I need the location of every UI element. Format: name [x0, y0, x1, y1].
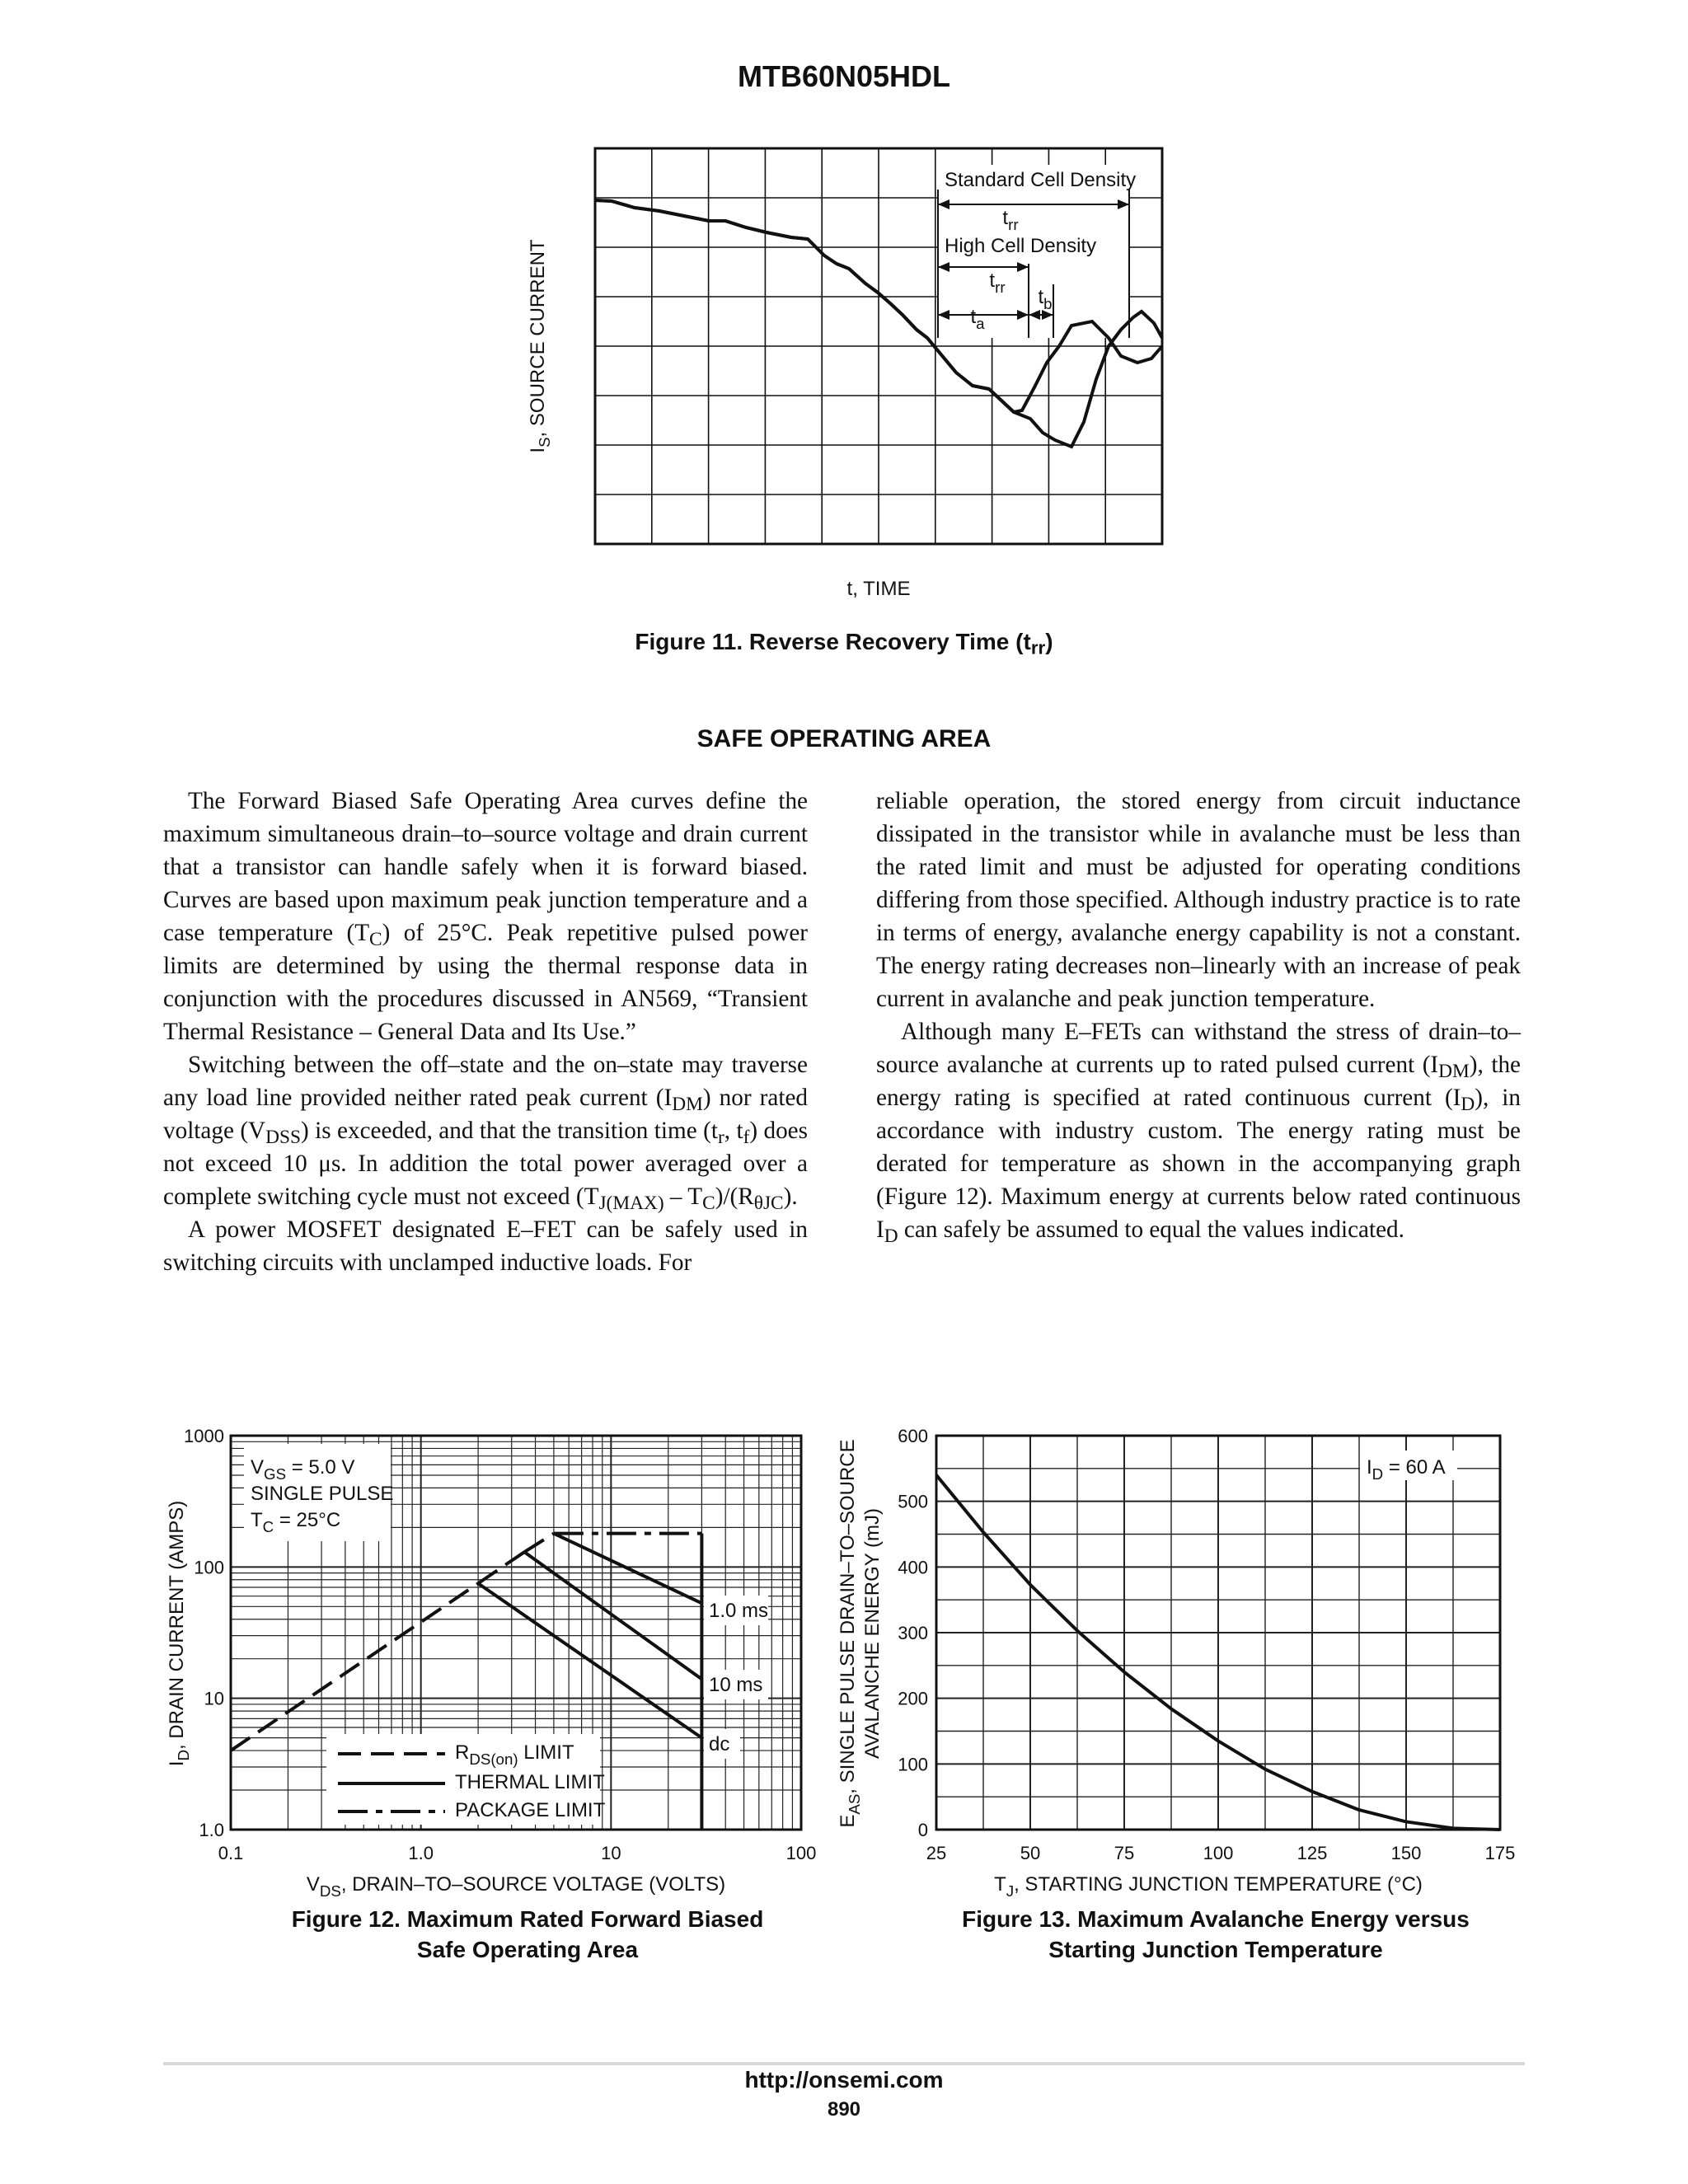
- y-tick-label: 1.0: [199, 1820, 224, 1840]
- y-tick-label: 100: [194, 1557, 224, 1578]
- figure-12-caption: [206, 1904, 849, 1965]
- trr-standard-label: $t_{rr}$: [1002, 207, 1019, 234]
- x-tick-label: 50: [1020, 1843, 1041, 1863]
- figure-11-caption: Figure 11. Reverse Recovery Time $(t_{rr})$: [635, 629, 1053, 658]
- tc-note: $T_C = 25^\circ C$: [251, 1509, 341, 1536]
- footer-link[interactable]: http://onsemi.com: [744, 2067, 944, 2093]
- caption-line: Starting Junction Temperature: [1048, 1937, 1383, 1962]
- y-tick-label: 400: [898, 1557, 928, 1578]
- id-annotation: $I_D = 60$ A: [1367, 1456, 1446, 1483]
- y-tick-label: 100: [898, 1754, 928, 1775]
- y-tick-label: 1000: [184, 1426, 224, 1446]
- paragraph: reliable operation, the stored energy from circuit inductance dissipated in the transistor while in avalanche must be less than the rated limit and must be adjusted for operating conditions differing from those specified. Although industry practice is to rate in terms of energy, avalanche energy capability is not a constant. The energy rating decreases non–linearly with an increase of peak current in avalanche and peak junction temperature.: [876, 788, 1521, 1012]
- paragraph: Switching between the off–state and the on–state may traverse any load line provided neither rated peak current $(I_{DM})$ nor rated voltage $(V_{DSS})$ is exceeded, and that the transition time ($t_r$, $t_f$) does not exceed 10 μs. In addition the total power averaged over a complete switching cycle must not exceed $(T_{J(MAX)} - T_C)/(R_{\theta JC})$.: [163, 1052, 808, 1214]
- y-axis-label: AVALANCHE ENERGY (mJ): [861, 1507, 884, 1760]
- x-axis-label: t, TIME: [846, 578, 911, 600]
- page-number: 890: [827, 2098, 861, 2121]
- y-axis-label: $I_D$, DRAIN CURRENT (AMPS): [166, 1500, 193, 1767]
- caption-line: Figure 13. Maximum Avalanche Energy versus: [962, 1906, 1470, 1932]
- caption-line: Figure 12. Maximum Rated Forward Biased: [291, 1906, 764, 1932]
- y-tick-label: 500: [898, 1491, 928, 1512]
- y-tick-label: 300: [898, 1623, 928, 1643]
- y-axis-label: $I_S$, SOURCE CURRENT: [527, 239, 554, 453]
- paragraph: Although many E–FETs can withstand the stress of drain–to–source avalanche at currents up to rated pulsed current $(I_{DM})$, the energy rating is specified at rated continuous current $(I_D)$, in accordance with industry custom. The energy rating must be derated for temperature as shown in the accompanying graph (Figure 12). Maximum energy at currents below rated continuous $I_D$ can safely be assumed to equal the values indicated.: [876, 1019, 1521, 1247]
- pulse-note: SINGLE PULSE: [251, 1483, 394, 1505]
- vgs-note: $V_{GS} = 5.0$ V: [251, 1456, 355, 1483]
- standard-cell-label: Standard Cell Density: [945, 169, 1137, 191]
- curve-label-10ms: 10 ms: [709, 1674, 763, 1696]
- y-tick-label: 200: [898, 1688, 928, 1709]
- trr-high-label: $t_{rr}$: [989, 269, 1006, 297]
- x-tick-label: 100: [1203, 1843, 1234, 1863]
- page-title: MTB60N05HDL: [737, 59, 951, 93]
- x-tick-label: 0.1: [218, 1843, 244, 1863]
- x-axis-label: $V_{DS}$, DRAIN–TO–SOURCE VOLTAGE (VOLTS): [306, 1873, 726, 1900]
- curve-label-1ms: 1.0 ms: [709, 1600, 769, 1622]
- high-cell-label: High Cell Density: [945, 235, 1097, 257]
- x-tick-label: 100: [785, 1843, 817, 1863]
- y-tick-label: 600: [898, 1426, 928, 1446]
- footer-divider: [163, 2062, 1525, 2065]
- y-tick-label: 10: [204, 1688, 224, 1709]
- caption-line: Safe Operating Area: [416, 1937, 639, 1962]
- x-tick-label: 125: [1296, 1843, 1328, 1863]
- x-tick-label: 75: [1114, 1843, 1135, 1863]
- x-tick-label: 150: [1390, 1843, 1422, 1863]
- x-tick-label: 175: [1484, 1843, 1516, 1863]
- tb-label: $t_b$: [1038, 286, 1053, 313]
- section-heading: SAFE OPERATING AREA: [696, 725, 992, 752]
- x-tick-label: 10: [601, 1843, 621, 1863]
- x-tick-label: 1.0: [408, 1843, 434, 1863]
- legend-rds-label: $R_{DS(on)}$ LIMIT: [455, 1741, 574, 1769]
- ta-label: $t_a$: [970, 306, 985, 333]
- paragraph: The Forward Biased Safe Operating Area curves define the maximum simultaneous drain–to–source voltage and drain current that a transistor can handle safely when it is forward biased. Curves are based upon maximum peak junction temperature and a case temperature $(T_C)$ of 25°C. Peak repetitive pulsed power limits are determined by using the thermal response data in conjunction with the procedures discussed in AN569, “Transient Thermal Resistance – General Data and Its Use.”: [163, 788, 809, 1045]
- curve-label-dc: dc: [709, 1733, 730, 1755]
- x-tick-label: 25: [926, 1843, 947, 1863]
- legend-thermal-label: THERMAL LIMIT: [455, 1771, 605, 1793]
- paragraph: A power MOSFET designated E–FET can be safely used in switching circuits with unclamped inductive loads. For: [163, 1216, 808, 1276]
- figure-13-caption: [890, 1904, 1541, 1965]
- y-axis-label: $E_{AS}$, SINGLE PULSE DRAIN–TO–SOURCE: [837, 1439, 864, 1828]
- y-tick-label: 0: [917, 1820, 928, 1840]
- x-axis-label: $T_J$, STARTING JUNCTION TEMPERATURE (°C): [994, 1873, 1423, 1900]
- legend-package-label: PACKAGE LIMIT: [455, 1799, 606, 1821]
